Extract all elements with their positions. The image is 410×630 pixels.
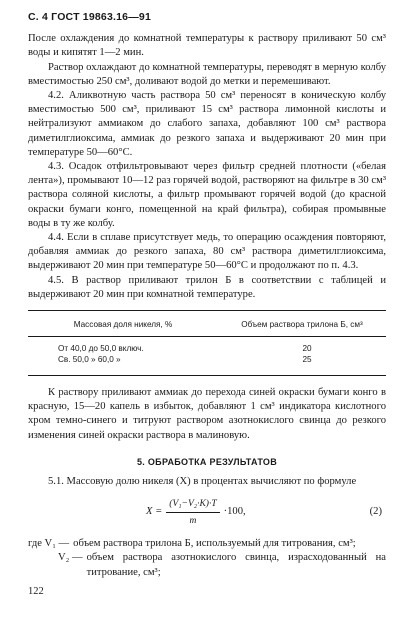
table-header — [28, 311, 386, 337]
formula — [146, 497, 246, 528]
definition-row — [28, 537, 386, 551]
column-header-trilon-volume: Объем раствора трилона Б, см³ — [241, 320, 363, 330]
formula-2 — [28, 493, 386, 531]
definition-row — [28, 551, 386, 579]
page-header: С. 4 ГОСТ 19863.16—91 — [28, 11, 151, 23]
paragraph-titration: К раствору приливают аммиак до перехода синей окраски бумаги конго в красную, 15—20 капель в избыток, добавляют 1 см³ индикатора кислотного хром темно-синего и титруют раствором азотнокислого свинца до резкого изменения синей окраски раствора в малиновую. — [28, 387, 386, 441]
formula-denominator: m — [189, 515, 197, 526]
formula-lhs: X = — [146, 506, 163, 518]
table-cell: Св. 50,0 » 60,0 » — [58, 355, 121, 365]
document-page — [28, 10, 386, 580]
paragraph: Раствор охлаждают до комнатной температуры, переводят в мерную колбу вместимостью 250 см³, доливают водой до метки и перемешивают. — [28, 61, 386, 87]
definition-text: объем раствора азотнокислого свинца, израсходованный на титрование, см³; — [86, 552, 386, 578]
table-cell: От 40,0 до 50,0 включ. — [58, 344, 144, 354]
definition-symbol: V₂ — — [58, 552, 83, 564]
paragraph: После охлаждения до комнатной температуры к раствору приливают 50 см³ воды и кипятят 1—2 мин. — [28, 33, 386, 59]
table-cell: 25 — [302, 355, 312, 365]
nickel-table — [28, 310, 386, 376]
equation-number: (2) — [369, 506, 382, 518]
formula-tail: ·100, — [223, 506, 246, 518]
page-number: 122 — [28, 586, 44, 597]
definition-symbol: где V₁ — — [28, 538, 70, 550]
paragraph-4-3: 4.3. Осадок отфильтровывают через фильтр средней плотности («белая лента»), промывают 10—12 раз горячей водой, растворяют на фильтре в 30 см³ раствора соляной кислоты, а фильтр промывают горячей водой (до красной окраски бумаги конго, помещенной на край фильтра), собирая промывные воды в ту же колбу. — [28, 161, 386, 229]
table-cell: 20 — [302, 344, 312, 354]
paragraph-5-1: 5.1. Массовую долю никеля (X) в процентах вычисляют по формуле — [48, 476, 357, 488]
table-body — [28, 337, 386, 375]
table-row — [28, 354, 386, 365]
section-title: 5. ОБРАБОТКА РЕЗУЛЬТАТОВ — [136, 456, 278, 467]
paragraph-4-2: 4.2. Аликвотную часть раствора 50 см³ переносят в коническую колбу вместимостью 500 см³, приливают 15 см³ раствора лимонной кислоты и нейтрализуют аммиаком до слабого запаха, добавляют 100 см³ раствора диметилглиоксима, аммиак до резкого запаха и выдерживают 20 мин при температуре 50—60°С. — [28, 90, 386, 158]
table-row — [28, 343, 386, 354]
formula-numerator: (V₁−V₂·K)·T — [166, 497, 219, 513]
formula-fraction — [166, 497, 219, 528]
paragraph-4-5: 4.5. В раствор приливают трилон Б в соответствии с таблицей и выдерживают 20 мин при комнатной температуре. — [28, 274, 386, 300]
paragraph-4-4: 4.4. Если в сплаве присутствует медь, то операцию осаждения повторяют, добавляя аммиак до резкого запаха, 80 см³ раствора диметилглиоксима, выдерживают 20 мин при температуре 50—60°С и продолжают по п. 4.3. — [28, 232, 386, 272]
definition-text: объем раствора трилона Б, используемый для титрования, см³; — [73, 538, 356, 550]
column-header-nickel-fraction: Массовая доля никеля, % — [73, 320, 173, 330]
